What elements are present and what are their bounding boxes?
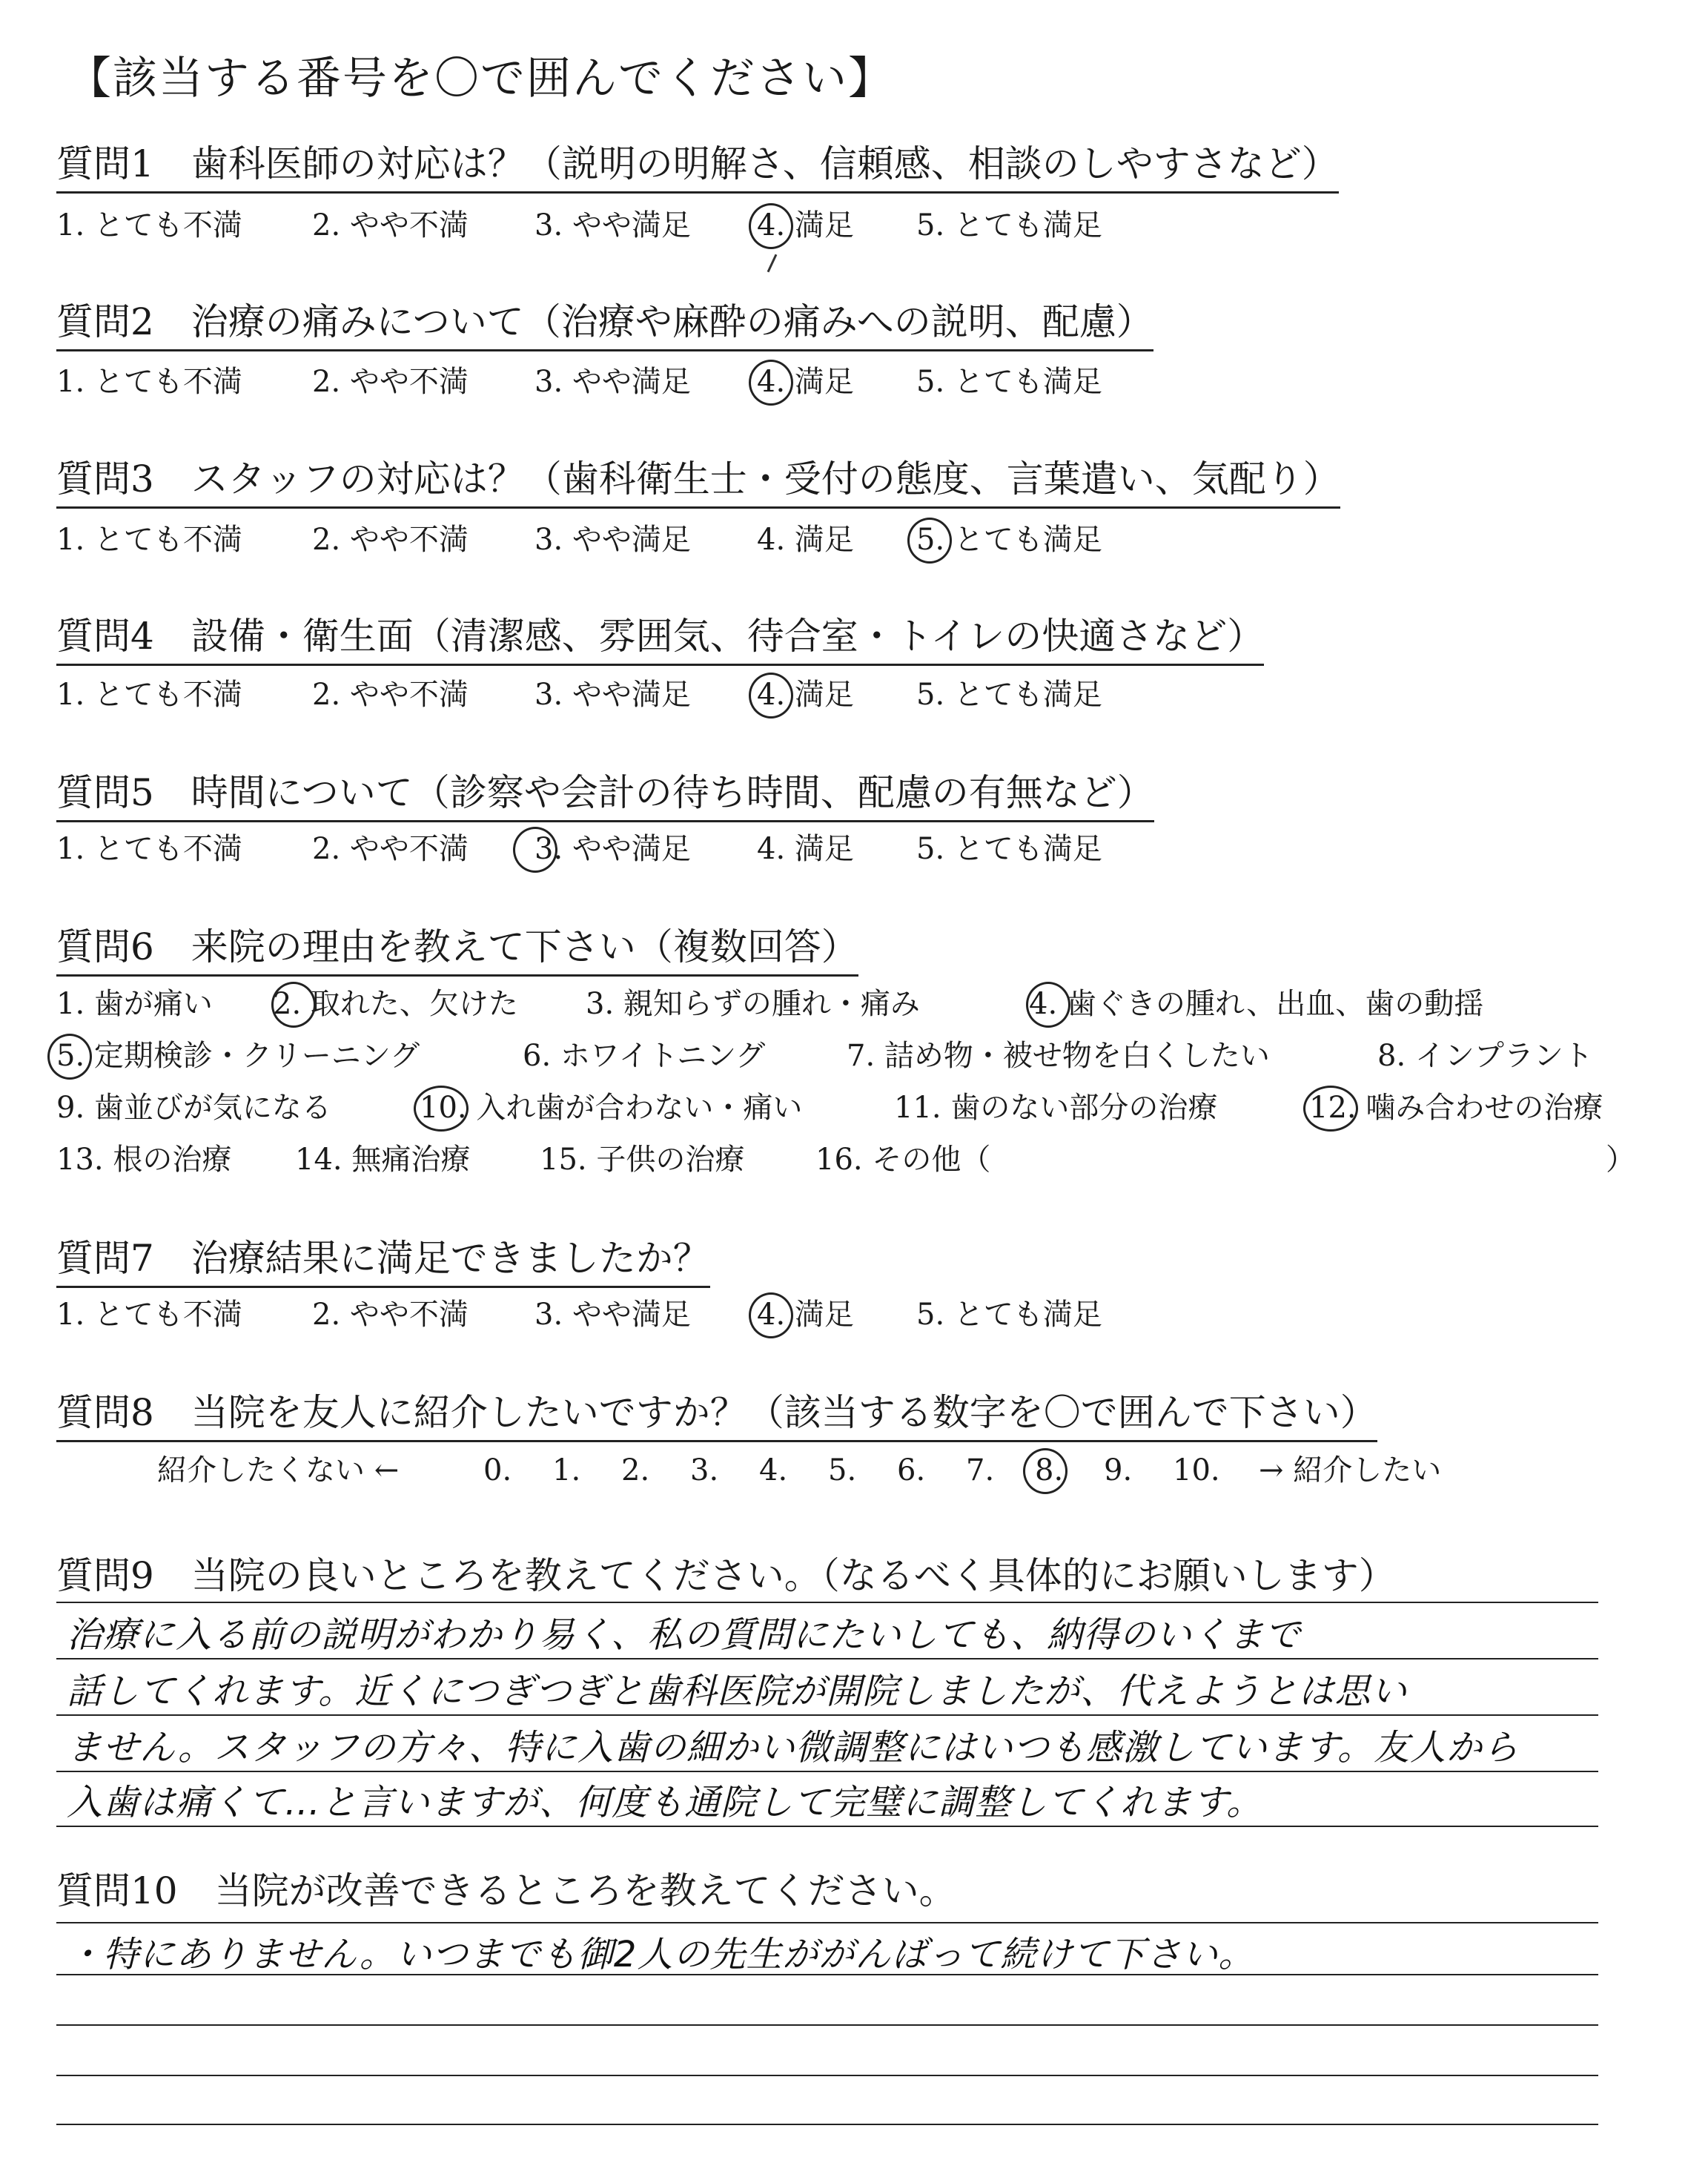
q5-option-3[interactable]: 3. やや満足 bbox=[534, 832, 691, 866]
q1-selection-circle bbox=[749, 203, 793, 249]
q8-number-4[interactable]: 4. bbox=[759, 1453, 788, 1487]
q10-heading: 質問10 当院が改善できるところを教えてください。 bbox=[56, 1869, 956, 1912]
q6-option-12[interactable]: 12. 噛み合わせの治療 bbox=[1309, 1091, 1603, 1125]
q8-right-label: → 紹介したい bbox=[1259, 1453, 1442, 1487]
q7-option-1[interactable]: 1. とても不満 bbox=[56, 1298, 242, 1332]
q9-answer-line-4[interactable]: 入歯は痛くて…と言いますが、何度も通院して完璧に調整してくれます。 bbox=[67, 1782, 1263, 1823]
q4-option-1[interactable]: 1. とても不満 bbox=[56, 678, 242, 712]
q8-number-0[interactable]: 0. bbox=[483, 1453, 512, 1487]
q6-option-13[interactable]: 13. 根の治療 bbox=[56, 1143, 232, 1177]
q6-selection-circle-4 bbox=[1026, 982, 1070, 1028]
q8-left-label: 紹介したくない ← bbox=[157, 1453, 400, 1487]
q6-option-1[interactable]: 1. 歯が痛い bbox=[56, 987, 213, 1021]
q9-line-3 bbox=[56, 1714, 1598, 1716]
q4-selection-circle bbox=[749, 673, 793, 719]
q6-option-7[interactable]: 7. 詰め物・被せ物を白くしたい bbox=[847, 1039, 1270, 1073]
q6-option-6[interactable]: 6. ホワイトニング bbox=[523, 1039, 766, 1073]
q7-option-3[interactable]: 3. やや満足 bbox=[534, 1298, 691, 1332]
q7-option-4[interactable]: 4. 満足 bbox=[757, 1298, 854, 1332]
q3-option-5[interactable]: 5. とても満足 bbox=[916, 523, 1102, 557]
q6-selection-circle-5 bbox=[47, 1034, 92, 1080]
q10-line-4 bbox=[56, 2075, 1598, 2076]
q3-option-4[interactable]: 4. 満足 bbox=[757, 523, 854, 557]
q7-option-5[interactable]: 5. とても満足 bbox=[916, 1298, 1102, 1332]
q9-answer-line-2[interactable]: 話してくれます。近くにつぎつぎと歯科医院が開院しましたが、代えようとは思い bbox=[67, 1671, 1408, 1712]
page-title: 【該当する番号を〇で囲んでください】 bbox=[67, 53, 894, 105]
q1-option-3[interactable]: 3. やや満足 bbox=[534, 208, 691, 242]
q2-option-1[interactable]: 1. とても不満 bbox=[56, 365, 242, 399]
q5-selection-circle bbox=[513, 827, 557, 873]
q6-option-2[interactable]: 2. 取れた、欠けた bbox=[273, 987, 518, 1021]
q1-option-5[interactable]: 5. とても満足 bbox=[916, 208, 1102, 242]
q9-answer-line-1[interactable]: 治療に入る前の説明がわかり易く、私の質問にたいしても、納得のいくまで bbox=[67, 1614, 1302, 1656]
q9-line-1 bbox=[56, 1602, 1598, 1603]
q5-option-4[interactable]: 4. 満足 bbox=[757, 832, 854, 866]
q8-selection-circle bbox=[1023, 1448, 1068, 1494]
q9-answer-line-3[interactable]: ません。スタッフの方々、特に入歯の細かい微調整にはいつも感激しています。友人から bbox=[67, 1727, 1520, 1768]
q9-line-2 bbox=[56, 1658, 1598, 1659]
q10-line-5 bbox=[56, 2124, 1598, 2125]
q6-other-close-paren: ） bbox=[1606, 1143, 1635, 1177]
q7-selection-circle bbox=[749, 1292, 793, 1338]
q6-option-5[interactable]: 5. 定期検診・クリーニング bbox=[56, 1039, 420, 1073]
q7-option-2[interactable]: 2. やや不満 bbox=[312, 1298, 469, 1332]
q9-line-4 bbox=[56, 1771, 1598, 1772]
q8-heading: 質問8 当院を友人に紹介したいですか？（該当する数字を〇で囲んで下さい） bbox=[56, 1391, 1377, 1442]
q4-option-3[interactable]: 3. やや満足 bbox=[534, 678, 691, 712]
q10-answer-line-1[interactable]: ・特にありません。いつまでも御2人の先生ががんばって続けて下さい。 bbox=[67, 1934, 1255, 1975]
q6-option-9[interactable]: 9. 歯並びが気になる bbox=[56, 1091, 331, 1125]
q1-option-1[interactable]: 1. とても不満 bbox=[56, 208, 242, 242]
q6-selection-circle-12 bbox=[1303, 1086, 1358, 1132]
q3-option-1[interactable]: 1. とても不満 bbox=[56, 523, 242, 557]
q8-number-5[interactable]: 5. bbox=[828, 1453, 857, 1487]
q6-option-4[interactable]: 4. 歯ぐきの腫れ、出血、歯の動揺 bbox=[1029, 987, 1484, 1021]
q5-heading: 質問5 時間について（診察や会計の待ち時間、配慮の有無など） bbox=[56, 771, 1154, 822]
q5-option-1[interactable]: 1. とても不満 bbox=[56, 832, 242, 866]
q8-number-6[interactable]: 6. bbox=[897, 1453, 926, 1487]
q6-selection-circle-2 bbox=[271, 982, 316, 1028]
q8-number-3[interactable]: 3. bbox=[690, 1453, 719, 1487]
q3-heading: 質問3 スタッフの対応は？（歯科衛生士・受付の態度、言葉遣い、気配り） bbox=[56, 458, 1340, 509]
q8-number-7[interactable]: 7. bbox=[966, 1453, 995, 1487]
q2-option-3[interactable]: 3. やや満足 bbox=[534, 365, 691, 399]
q8-number-1[interactable]: 1. bbox=[552, 1453, 581, 1487]
q6-option-8[interactable]: 8. インプラント bbox=[1377, 1039, 1593, 1073]
q2-option-4[interactable]: 4. 満足 bbox=[757, 365, 854, 399]
q5-option-2[interactable]: 2. やや不満 bbox=[312, 832, 469, 866]
q4-heading: 質問4 設備・衛生面（清潔感、雰囲気、待合室・トイレの快適さなど） bbox=[56, 615, 1264, 666]
q4-option-2[interactable]: 2. やや不満 bbox=[312, 678, 469, 712]
q6-option-3[interactable]: 3. 親知らずの腫れ・痛み bbox=[586, 987, 920, 1021]
q2-heading: 質問2 治療の痛みについて（治療や麻酔の痛みへの説明、配慮） bbox=[56, 300, 1153, 351]
q2-selection-circle bbox=[749, 360, 793, 406]
q2-option-5[interactable]: 5. とても満足 bbox=[916, 365, 1102, 399]
q6-option-15[interactable]: 15. 子供の治療 bbox=[540, 1143, 745, 1177]
q6-option-16[interactable]: 16. その他（ bbox=[815, 1143, 991, 1177]
q8-number-8[interactable]: 8. bbox=[1035, 1453, 1064, 1487]
q5-option-5[interactable]: 5. とても満足 bbox=[916, 832, 1102, 866]
q3-option-3[interactable]: 3. やや満足 bbox=[534, 523, 691, 557]
q7-heading: 質問7 治療結果に満足できましたか？ bbox=[56, 1237, 710, 1288]
q6-heading: 質問6 来院の理由を教えて下さい（複数回答） bbox=[56, 925, 858, 977]
q4-option-5[interactable]: 5. とても満足 bbox=[916, 678, 1102, 712]
q1-heading: 質問1 歯科医師の対応は？（説明の明解さ、信頼感、相談のしやすさなど） bbox=[56, 142, 1339, 194]
q6-selection-circle-10 bbox=[414, 1086, 469, 1132]
q8-number-2[interactable]: 2. bbox=[621, 1453, 650, 1487]
q2-option-2[interactable]: 2. やや不満 bbox=[312, 365, 469, 399]
q3-option-2[interactable]: 2. やや不満 bbox=[312, 523, 469, 557]
q1-option-2[interactable]: 2. やや不満 bbox=[312, 208, 469, 242]
q9-heading: 質問9 当院の良いところを教えてください。（なるべく具体的にお願いします） bbox=[56, 1554, 1396, 1597]
q9-line-5 bbox=[56, 1826, 1598, 1827]
q8-number-9[interactable]: 9. bbox=[1104, 1453, 1133, 1487]
q6-option-11[interactable]: 11. 歯のない部分の治療 bbox=[894, 1091, 1218, 1125]
q8-number-10[interactable]: 10. bbox=[1173, 1453, 1220, 1487]
pen-mark bbox=[767, 254, 778, 273]
q10-line-3 bbox=[56, 2024, 1598, 2026]
q4-option-4[interactable]: 4. 満足 bbox=[757, 678, 854, 712]
q1-option-4[interactable]: 4. 満足 bbox=[757, 208, 854, 242]
q10-line-1 bbox=[56, 1922, 1598, 1923]
q6-option-14[interactable]: 14. 無痛治療 bbox=[295, 1143, 471, 1177]
q3-selection-circle bbox=[907, 518, 952, 564]
q6-option-10[interactable]: 10. 入れ歯が合わない・痛い bbox=[420, 1091, 803, 1125]
